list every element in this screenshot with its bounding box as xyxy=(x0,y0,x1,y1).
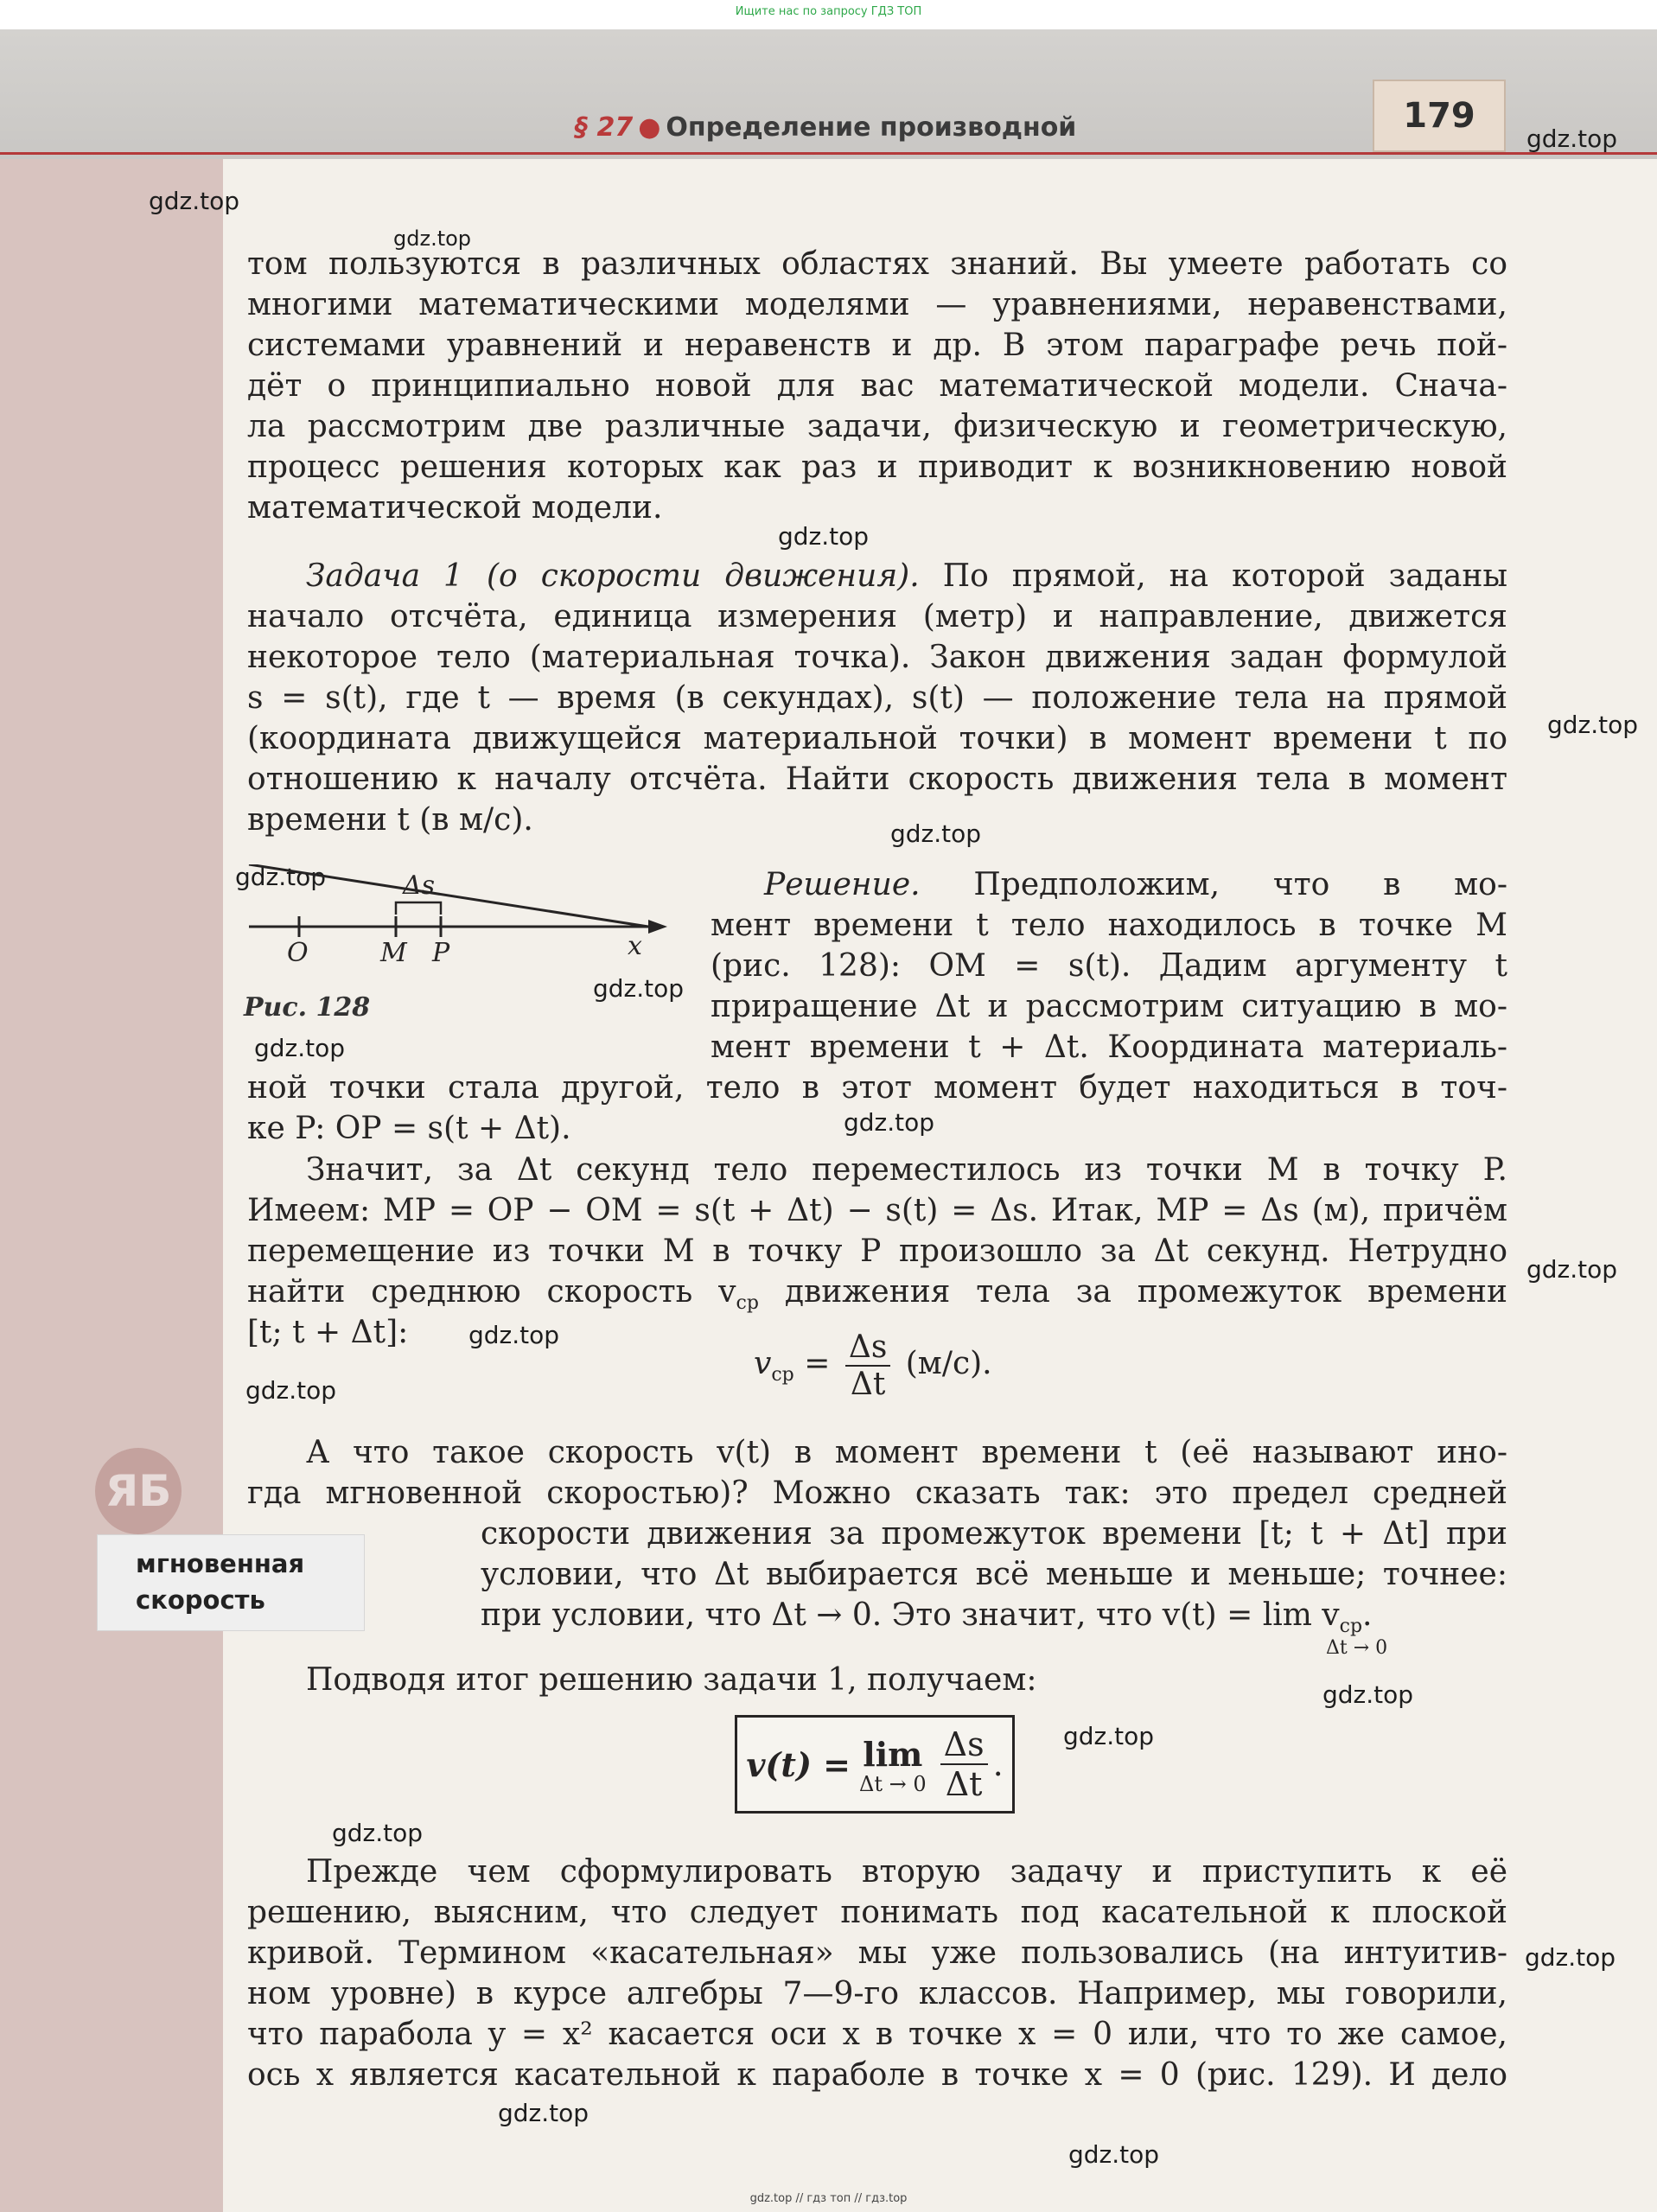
bottom-note[interactable]: gdz.top // гдз топ // гдз.top xyxy=(749,2192,908,2205)
task1-line: отношению к началу отсчёта. Найти скорость движения тела в момент xyxy=(247,762,1507,797)
formula-v: v xyxy=(754,1346,772,1381)
fraction-num: Δs xyxy=(845,1329,890,1367)
watermark: gdz.top xyxy=(149,187,240,215)
task1-title: Задача 1 (о скорости движения). xyxy=(306,558,920,594)
instant-speed-formula xyxy=(735,1715,1015,1814)
solution-line: мент времени t + Δt. Координата материаль- xyxy=(711,1030,1507,1065)
watermark: gdz.top xyxy=(1526,1255,1618,1284)
means-line: [t; t + Δt]: xyxy=(247,1315,409,1350)
margin-badge-icon: ЯБ xyxy=(95,1448,182,1534)
means-line: Значит, за Δt секунд тело переместилось из точки M в точку P. xyxy=(306,1152,1507,1188)
tangent-line: Прежде чем сформулировать вторую задачу и приступить к её xyxy=(306,1854,1507,1890)
fraction-num: Δs xyxy=(940,1725,988,1765)
label-p: P xyxy=(432,938,450,968)
watermark: gdz.top xyxy=(254,1034,346,1062)
instant-line: условии, что Δt выбирается всё меньше и меньше; точнее: xyxy=(481,1557,1507,1592)
axis-arrow-icon xyxy=(648,920,667,934)
watermark: gdz.top xyxy=(1547,711,1639,739)
means-text: найти среднюю скорость v xyxy=(247,1274,736,1310)
left-margin xyxy=(0,159,223,2212)
subscript-cp: ср xyxy=(1339,1616,1363,1638)
limit xyxy=(859,1735,927,1794)
tangent-line: что парабола y = x² касается оси x в точке x = 0 или, что то же самое, xyxy=(247,2017,1507,2052)
tangent-line: решению, выясним, что следует понимать под касательной к плоской xyxy=(247,1895,1507,1930)
fraction xyxy=(845,1329,890,1402)
watermark: gdz.top xyxy=(890,819,982,848)
solution-label: Решение. xyxy=(764,867,921,902)
watermark: gdz.top xyxy=(1063,1722,1155,1750)
watermark: gdz.top xyxy=(235,863,327,891)
margin-term-line: мгновенная xyxy=(136,1549,305,1578)
task1-line: По прямой, на которой заданы xyxy=(942,558,1508,594)
label-o: O xyxy=(287,938,309,968)
watermark: gdz.top xyxy=(778,522,870,551)
summary-line: Подводя итог решению задачи 1, получаем: xyxy=(306,1662,1037,1698)
watermark: gdz.top xyxy=(468,1321,560,1349)
solution-line xyxy=(764,864,1507,906)
lim-subscript: Δt → 0 xyxy=(1326,1637,1388,1659)
means-text-rest: движения тела за промежуток времени xyxy=(784,1274,1507,1310)
watermark: gdz.top xyxy=(332,1819,424,1847)
figure-caption: Рис. 128 xyxy=(244,992,371,1023)
watermark: gdz.top xyxy=(593,974,685,1003)
formula-sub: ср xyxy=(771,1364,794,1386)
instant-line: при условии, что Δt → 0. Это значит, что $v(t) = \lim v_{ср}$. xyxy=(481,1597,1373,1638)
fraction-den: Δt xyxy=(850,1367,886,1402)
section-number: § 27 xyxy=(575,112,634,143)
instant-text: при условии, что Δt → 0. Это значит, что v(t) = lim v xyxy=(481,1597,1340,1633)
x-axis-line xyxy=(249,864,648,927)
instant-line: скорости движения за промежуток времени [t; t + Δt] при xyxy=(481,1516,1507,1552)
instant-line: А что такое скорость v(t) в момент времени t (её называют ино- xyxy=(306,1435,1507,1470)
header-divider xyxy=(0,152,1657,155)
formula-eq: = xyxy=(804,1346,831,1381)
fraction-den: Δt xyxy=(945,1765,983,1803)
margin-term xyxy=(97,1534,365,1631)
means-line: перемещение из точки M в точку P произошло за Δt секунд. Нетрудно xyxy=(247,1233,1507,1269)
tangent-line: ном уровне) в курсе алгебры 7—9-го классов. Например, мы говорили, xyxy=(247,1976,1507,2011)
tangent-line: кривой. Термином «касательная» мы уже пользовались (на интуитив- xyxy=(247,1935,1507,1971)
subscript-cp: ср xyxy=(736,1292,759,1315)
intro-line: математической модели. xyxy=(247,490,663,526)
watermark: gdz.top xyxy=(393,226,472,251)
lim-sub: Δt → 0 xyxy=(859,1771,927,1796)
margin-term-line: скорость xyxy=(136,1585,265,1615)
label-ds: Δs xyxy=(403,870,436,901)
watermark: gdz.top xyxy=(1322,1680,1414,1709)
watermark: gdz.top xyxy=(245,1376,337,1405)
label-m: M xyxy=(380,938,407,968)
task1-line: (координата движущейся материальной точки) в момент времени t по xyxy=(247,721,1507,756)
watermark: gdz.top xyxy=(1526,124,1618,153)
solution-line: мент времени t тело находилось в точке M xyxy=(711,908,1507,943)
watermark: gdz.top xyxy=(498,2099,590,2127)
section-name: Определение производной xyxy=(666,112,1077,143)
top-note[interactable]: Ищите нас по запросу ГДЗ ТОП xyxy=(735,5,922,18)
watermark: gdz.top xyxy=(1068,2140,1160,2169)
fraction xyxy=(940,1725,988,1803)
task1-line: времени t (в м/с). xyxy=(247,802,533,838)
lim-text: lim xyxy=(863,1734,923,1774)
figure-128 xyxy=(242,864,674,985)
tangent-line: ось x является касательной к параболе в точке x = 0 (рис. 129). И дело xyxy=(247,2057,1508,2093)
intro-line: дёт о принципиально новой для вас математической модели. Снача- xyxy=(247,368,1507,404)
solution-line: (рис. 128): OM = s(t). Дадим аргументу t xyxy=(711,948,1507,984)
intro-line: многими математическими моделями — уравнениями, неравенствами, xyxy=(247,287,1507,322)
page-number: 179 xyxy=(1373,80,1506,152)
intro-line: том пользуются в различных областях знаний. Вы умеете работать со xyxy=(247,246,1507,282)
bullet-icon: ● xyxy=(638,112,661,143)
label-x: x xyxy=(628,931,642,961)
formula-unit: (м/с). xyxy=(905,1346,992,1381)
solution-line: ке P: OP = s(t + Δt). xyxy=(247,1111,571,1146)
boxed-end: . xyxy=(992,1745,1004,1783)
section-title xyxy=(575,112,1076,143)
top-banner xyxy=(0,0,1657,29)
watermark: gdz.top xyxy=(1525,1943,1616,1972)
ds-bracket xyxy=(396,902,441,915)
avg-speed-formula xyxy=(754,1329,992,1402)
task1-line: некоторое тело (материальная точка). Закон движения задан формулой xyxy=(247,640,1507,675)
instant-line: гда мгновенной скоростью)? Можно сказать так: это предел средней xyxy=(247,1476,1507,1511)
task1-line: начало отсчёта, единица измерения (метр) и направление, движется xyxy=(247,599,1507,634)
means-line: Имеем: MP = OP − OM = s(t + Δt) − s(t) = Δs. Итак, MP = Δs (м), причём xyxy=(247,1193,1507,1228)
intro-line: системами уравнений и неравенств и др. В этом параграфе речь пой- xyxy=(247,328,1507,363)
intro-line: ла рассмотрим две различные задачи, физическую и геометрическую, xyxy=(247,409,1507,444)
solution-text: Предположим, что в мо- xyxy=(973,867,1507,902)
boxed-lhs: v(t) = xyxy=(746,1744,851,1784)
task1-heading-line xyxy=(306,556,1507,597)
intro-line: процесс решения которых как раз и приводит к возникновению новой xyxy=(247,449,1507,485)
solution-line: приращение Δt и рассмотрим ситуацию в мо- xyxy=(711,989,1507,1024)
task1-line: s = s(t), где t — время (в секундах), s(t) — положение тела на прямой xyxy=(247,680,1507,716)
solution-line: ной точки стала другой, тело в этот момент будет находиться в точ- xyxy=(247,1070,1507,1106)
watermark: gdz.top xyxy=(844,1108,935,1137)
